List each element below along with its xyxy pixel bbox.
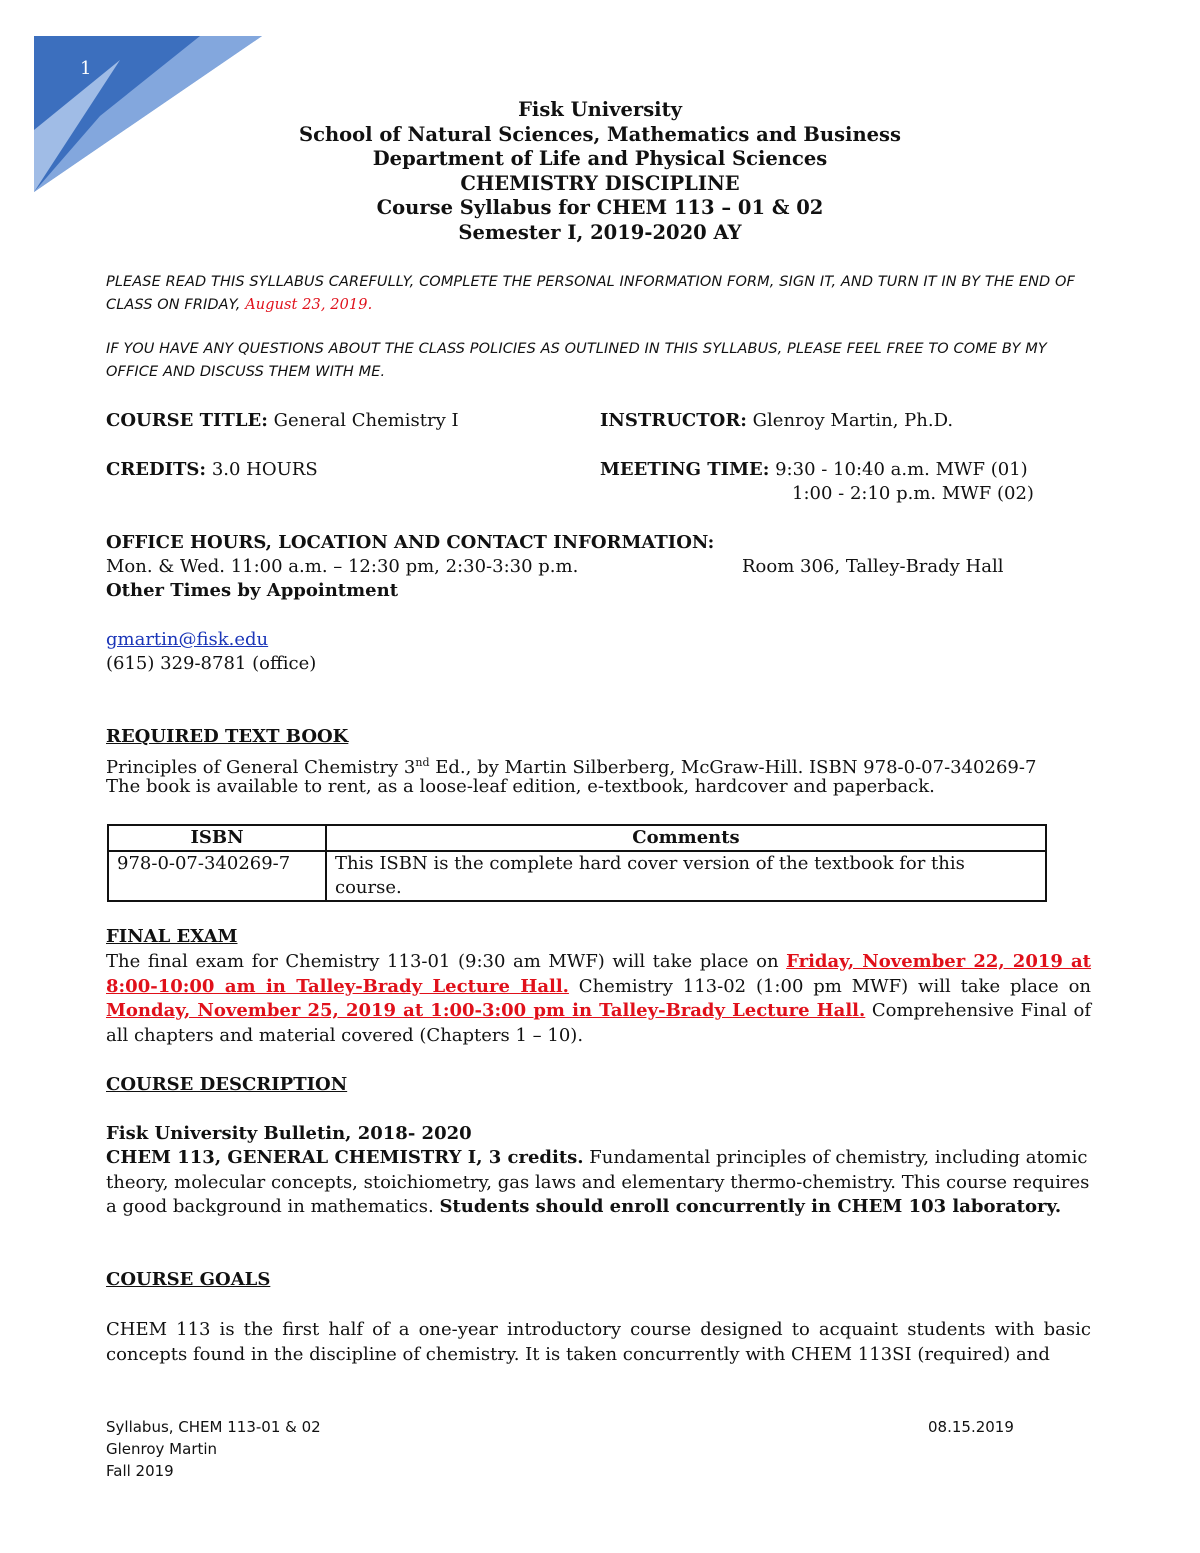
office-phone: (615) 329-8781 (office) [106,653,317,674]
instruction-paragraph-2: IF YOU HAVE ANY QUESTIONS ABOUT THE CLASS POLICIES AS OUTLINED IN THIS SYLLABUS, PLEASE FEEL FREE TO COME BY MY OFFICE AND DISCUSS THEM WITH ME. [106,341,1047,380]
course-title-row: COURSE TITLE: General Chemistry I [106,410,459,431]
final-exam-02-date: Monday, November 25, 2019 at 1:00-3:00 pm in Talley-Brady Lecture Hall. [106,1000,866,1021]
isbn-table [107,824,1047,902]
footer-date: 08.15.2019 [928,1418,1014,1436]
email-link[interactable]: gmartin@fisk.edu [106,629,269,650]
table-header-row [108,825,1046,851]
description-text: CHEM 113, GENERAL CHEMISTRY I, 3 credits. Fundamental principles of chemistry, including atomic theory, molecular concepts, stoichiometry, gas laws and elementary thermo-chemistry. This course requires a good background in mathematics. Students should enroll concurrently in CHEM 103 laboratory. [106,1147,1090,1217]
meeting-time-second: 1:00 - 2:10 p.m. MWF (02) [792,483,1034,504]
instructor-row: INSTRUCTOR: Glenroy Martin, Ph.D. [600,410,954,431]
office-hours: Mon. & Wed. 11:00 a.m. – 12:30 pm, 2:30-3:30 p.m. [106,556,579,577]
footer-course: Syllabus, CHEM 113-01 & 02 [106,1418,321,1436]
footer-term: Fall 2019 [106,1462,174,1480]
semester-label: Semester I, 2019-2020 AY [458,220,742,244]
instruction-paragraph-1: PLEASE READ THIS SYLLABUS CAREFULLY, COMPLETE THE PERSONAL INFORMATION FORM, SIGN IT, AND TURN IT IN BY THE END OF CLASS ON FRIDAY, August 23, 2019. [106,274,1075,313]
document-header [0,98,1200,246]
final-exam-01-date: Friday, November 22, 2019 at 8:00-10:00 am in Talley-Brady Lecture Hall. [106,951,1092,997]
table-cell-comment: This ISBN is the complete hard cover version of the textbook for this course. [326,851,1046,901]
page-number: 1 [80,58,92,79]
footer-author: Glenroy Martin [106,1440,218,1458]
university-name: Fisk University [518,98,682,121]
textbook-citation: Principles of General Chemistry 3nd Ed., by Martin Silberberg, McGraw-Hill. ISBN 978-0-07-340269-7 [106,756,1037,778]
credits-row: CREDITS: 3.0 HOURS [106,459,318,480]
footer-left [106,1416,321,1482]
other-times: Other Times by Appointment [106,580,399,601]
table-header-isbn: ISBN [108,825,326,851]
goals-heading: COURSE GOALS [106,1269,271,1290]
due-date: August 23, 2019. [245,297,373,313]
textbook-heading: REQUIRED TEXT BOOK [106,726,349,747]
final-exam-heading: FINAL EXAM [106,926,238,947]
office-room: Room 306, Talley-Brady Hall [742,556,1004,577]
final-exam-text: The final exam for Chemistry 113-01 (9:30 am MWF) will take place on Friday, November 22, 2019 at 8:00-10:00 am in Talley-Brady Lecture Hall. Chemistry 113-02 (1:00 pm MWF) will take place on Monday, November 25, 2019 at 1:00-3:00 pm in Talley-Brady Lecture Hall. Comprehensive Final of all chapters and material covered (Chapters 1 – 10). [106,951,1092,1046]
table-cell-isbn: 978-0-07-340269-7 [108,851,326,901]
meeting-time-row: MEETING TIME: 9:30 - 10:40 a.m. MWF (01) [600,459,1028,480]
department-name: Department of Life and Physical Sciences [372,147,828,171]
bulletin-title: Fisk University Bulletin, 2018- 2020 [106,1123,472,1144]
textbook-availability: The book is available to rent, as a loose-leaf edition, e-textbook, hardcover and paperback. [106,776,935,797]
school-name: School of Natural Sciences, Mathematics and Business [298,122,901,146]
description-heading: COURSE DESCRIPTION [106,1074,348,1095]
discipline-name: CHEMISTRY DISCIPLINE [460,171,740,195]
table-header-comments: Comments [326,825,1046,851]
office-heading: OFFICE HOURS, LOCATION AND CONTACT INFORMATION: [106,532,715,553]
goals-text: CHEM 113 is the first half of a one-year introductory course designed to acquaint students with basic concepts found in the discipline of chemistry. It is taken concurrently with CHEM 113SI (required) and [106,1319,1091,1365]
course-syllabus-title: Course Syllabus for CHEM 113 – 01 & 02 [376,196,824,220]
table-row [108,851,1046,901]
